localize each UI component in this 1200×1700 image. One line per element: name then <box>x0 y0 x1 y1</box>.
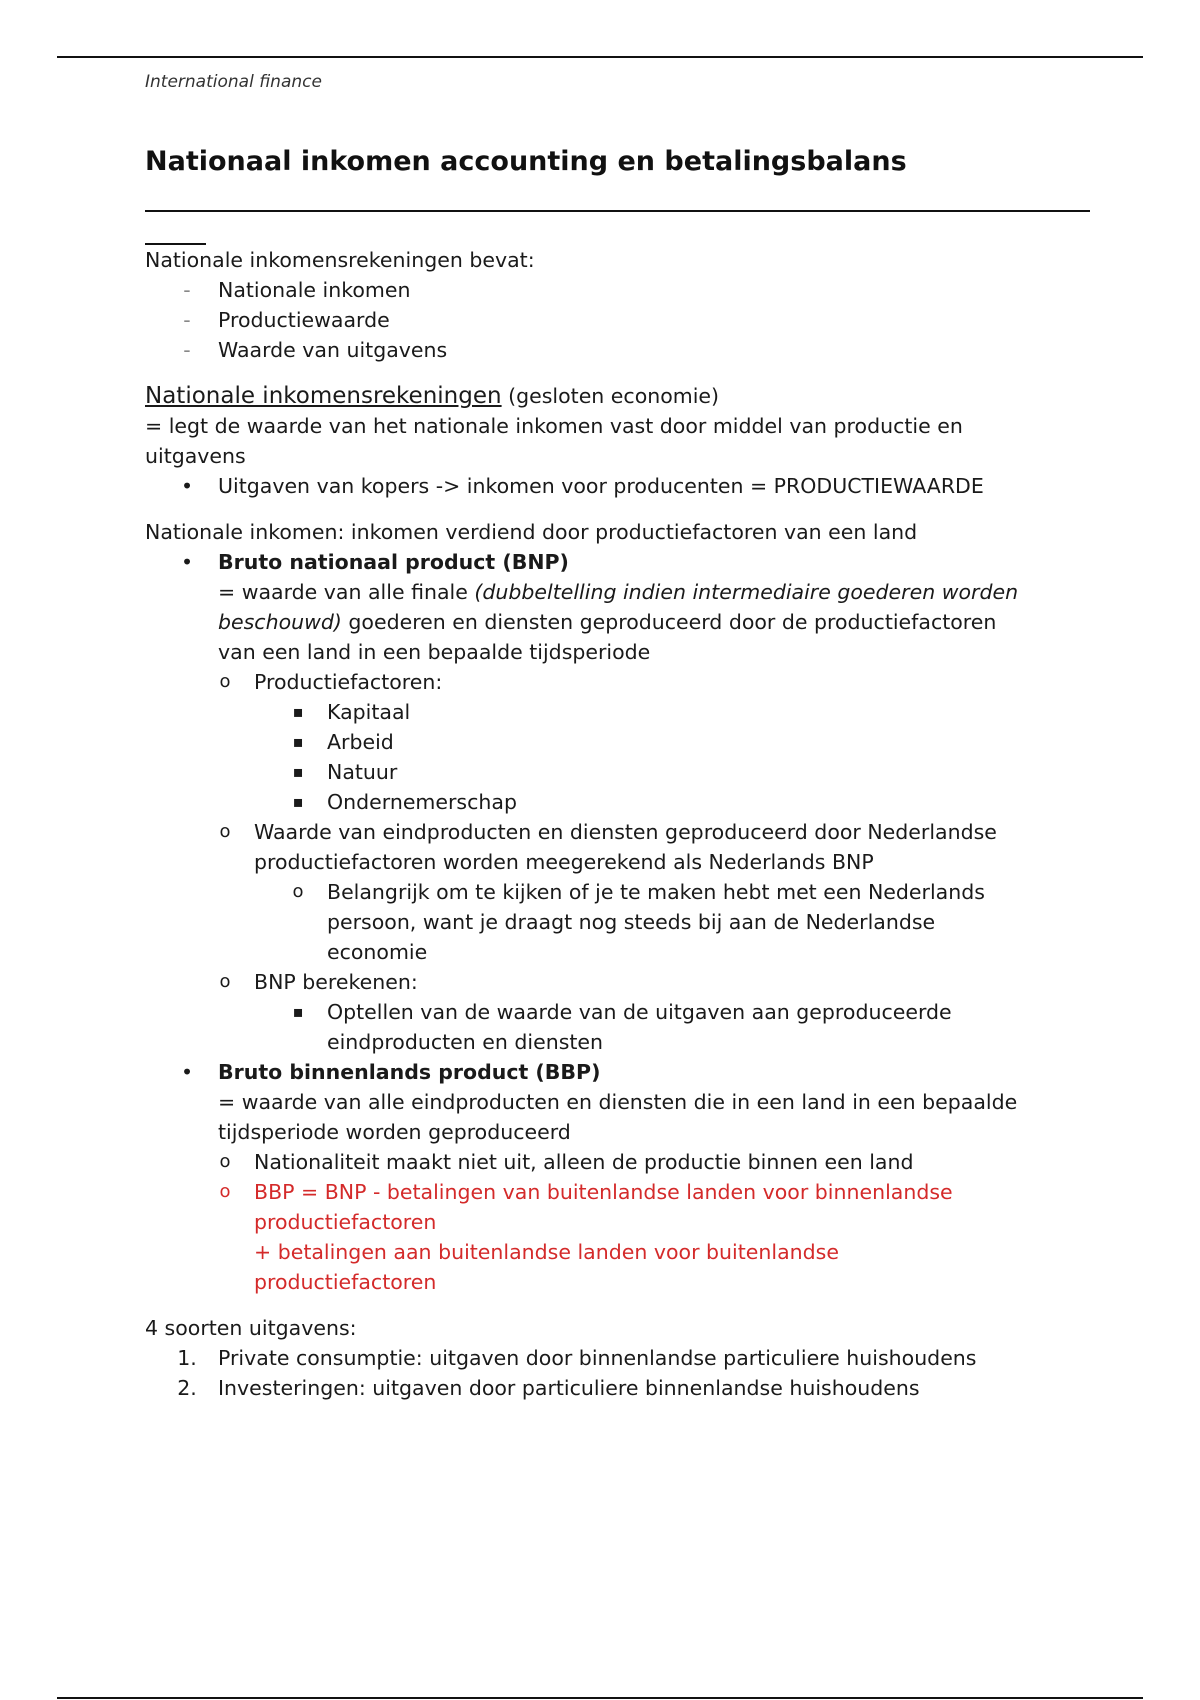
list-item-text: Kapitaal <box>327 700 411 724</box>
bnp-def-text: goederen en diensten geproduceerd door de productiefactoren <box>341 610 997 634</box>
title-rule <box>145 210 1090 212</box>
list-item-continuation: persoon, want je draagt nog steeds bij aan de Nederlandse <box>327 910 936 934</box>
bbp-title: Bruto binnenlands product (BBP) <box>218 1060 601 1084</box>
list-item <box>145 275 1090 305</box>
running-header: International finance <box>145 72 322 92</box>
list-item-bbp <box>145 1057 1090 1087</box>
bnp-def-italic: beschouwd) <box>218 610 342 634</box>
list-item-text: Natuur <box>327 760 398 784</box>
formula-continuation: + betalingen aan buitenlandse landen voor buitenlandse <box>254 1240 839 1264</box>
list-item <box>145 335 1090 365</box>
list-item-bnp <box>145 547 1090 577</box>
section3-intro: Nationale inkomen: inkomen verdiend door productiefactoren van een land <box>145 520 918 544</box>
bullet-icon: • <box>180 1060 194 1084</box>
bnp-definition-line3: van een land in een bepaalde tijdsperiode <box>218 640 651 664</box>
item-number: 2. <box>177 1376 197 1400</box>
square-bullet-icon: ▪ <box>292 732 304 751</box>
section1-intro: Nationale inkomensrekeningen bevat: <box>145 248 535 272</box>
list-item-text: Ondernemerschap <box>327 790 517 814</box>
formula-continuation: productiefactoren <box>254 1210 437 1234</box>
list-item-text: Uitgaven van kopers -> inkomen voor producenten = PRODUCTIEWAARDE <box>218 474 984 498</box>
list-item <box>145 667 1090 697</box>
list-item-continuation: economie <box>327 940 428 964</box>
list-item <box>145 817 1090 847</box>
list-item <box>145 727 1090 757</box>
dash-bullet-icon: - <box>183 278 191 302</box>
section2-definition-line2: uitgavens <box>145 444 246 468</box>
list-item <box>145 877 1090 907</box>
list-item-text: Productiewaarde <box>218 308 390 332</box>
section2-definition-line1: = legt de waarde van het nationale inkomen vast door middel van productie en <box>145 414 963 438</box>
bnp-def-italic: (dubbeltelling indien intermediaire goederen worden <box>474 580 1019 604</box>
square-bullet-icon: ▪ <box>292 1002 304 1021</box>
document-body <box>145 144 1090 1403</box>
list-item-text: Waarde van uitgavens <box>218 338 448 362</box>
circle-bullet-icon: o <box>219 1181 231 1202</box>
bnp-definition-line1 <box>145 577 1090 607</box>
bbp-definition-line2: tijdsperiode worden geproduceerd <box>218 1120 571 1144</box>
list-item-text: Waarde van eindproducten en diensten geproduceerd door Nederlandse <box>254 820 997 844</box>
item-number: 1. <box>177 1346 197 1370</box>
list-item-text: Private consumptie: uitgaven door binnenlandse particuliere huishoudens <box>218 1346 977 1370</box>
list-item-text: Investeringen: uitgaven door particuliere binnenlandse huishoudens <box>218 1376 920 1400</box>
list-item-text: Optellen van de waarde van de uitgaven aan geproduceerde <box>327 1000 952 1024</box>
square-bullet-icon: ▪ <box>292 762 304 781</box>
numbered-item <box>145 1373 1090 1403</box>
dash-bullet-icon: - <box>183 338 191 362</box>
top-rule <box>57 56 1143 58</box>
dash-bullet-icon: - <box>183 308 191 332</box>
list-item <box>145 757 1090 787</box>
list-item-formula <box>145 1177 1090 1207</box>
section2-heading-line <box>145 381 1090 411</box>
list-item <box>145 997 1090 1027</box>
section2-heading: Nationale inkomensrekeningen <box>145 383 502 409</box>
circle-bullet-icon: o <box>219 671 231 692</box>
section2-heading-suffix: (gesloten economie) <box>501 384 720 408</box>
list-item <box>145 471 1090 501</box>
square-bullet-icon: ▪ <box>292 792 304 811</box>
circle-bullet-icon: o <box>219 1151 231 1172</box>
list-item-text: Arbeid <box>327 730 394 754</box>
page-title: Nationaal inkomen accounting en betalingsbalans <box>145 146 907 177</box>
formula-continuation: productiefactoren <box>254 1270 437 1294</box>
section4-intro: 4 soorten uitgavens: <box>145 1316 357 1340</box>
numbered-item <box>145 1343 1090 1373</box>
list-item-text: Belangrijk om te kijken of je te maken hebt met een Nederlands <box>327 880 985 904</box>
bnp-title: Bruto nationaal product (BNP) <box>218 550 569 574</box>
formula-text: BBP = BNP - betalingen van buitenlandse landen voor binnenlandse <box>254 1180 953 1204</box>
bullet-icon: • <box>180 474 194 498</box>
list-item <box>145 787 1090 817</box>
list-item-text: Productiefactoren: <box>254 670 443 694</box>
bnp-definition-line2 <box>145 607 1090 637</box>
circle-bullet-icon: o <box>219 971 231 992</box>
bottom-rule <box>57 1697 1143 1699</box>
list-item-continuation: productiefactoren worden meegerekend als Nederlands BNP <box>254 850 874 874</box>
bbp-definition-line1: = waarde van alle eindproducten en diensten die in een land in een bepaalde <box>218 1090 1018 1114</box>
list-item-text: Nationale inkomen <box>218 278 411 302</box>
list-item-text: BNP berekenen: <box>254 970 418 994</box>
list-item <box>145 1147 1090 1177</box>
list-item-continuation: eindproducten en diensten <box>327 1030 604 1054</box>
list-item-text: Nationaliteit maakt niet uit, alleen de productie binnen een land <box>254 1150 914 1174</box>
square-bullet-icon: ▪ <box>292 702 304 721</box>
circle-bullet-icon: o <box>292 881 304 902</box>
list-item <box>145 967 1090 997</box>
bnp-def-text: = waarde van alle finale <box>218 580 475 604</box>
list-item <box>145 697 1090 727</box>
list-item <box>145 305 1090 335</box>
circle-bullet-icon: o <box>219 821 231 842</box>
bullet-icon: • <box>180 550 194 574</box>
